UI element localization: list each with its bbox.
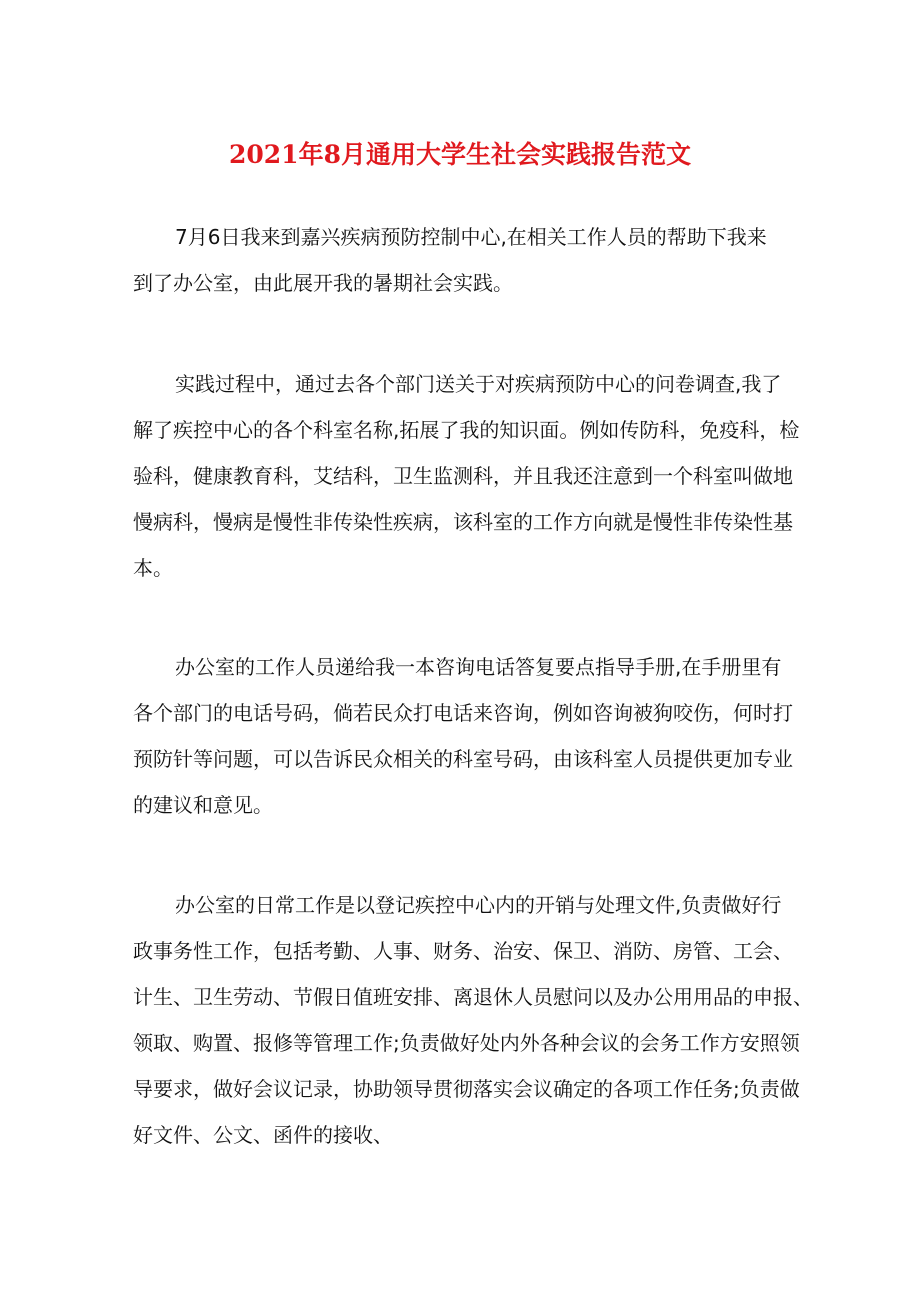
paragraph-line: 的建议和意见。: [133, 793, 273, 817]
paragraph-line: 办公室的工作人员递给我一本咨询电话答复要点指导手册,在手册里有: [175, 655, 782, 679]
paragraph-line: 实践过程中，通过去各个部门送关于对疾病预防中心的问卷调查,我了: [175, 372, 782, 396]
paragraph-line: 导要求，做好会议记录，协助领导贯彻落实会议确定的各项工作任务;负责做: [133, 1077, 800, 1101]
paragraph-4: [133, 882, 813, 1158]
paragraph-1: [133, 214, 807, 306]
paragraph-line: 慢病科，慢病是慢性非传染性疾病，该科室的工作方向就是慢性非传染性基: [133, 510, 793, 534]
paragraph-2: [133, 361, 807, 591]
paragraph-line: 各个部门的电话号码，倘若民众打电话来咨询，例如咨询被狗咬伤，何时打: [133, 701, 793, 725]
paragraph-line: 7月6日我来到嘉兴疾病预防控制中心,在相关工作人员的帮助下我来: [175, 225, 767, 249]
paragraph-line: 本。: [133, 556, 173, 580]
paragraph-line: 好文件、公文、函件的接收、: [133, 1123, 393, 1147]
paragraph-3: [133, 644, 807, 828]
document-title: 2021年8月通用大学生社会实践报告范文: [229, 139, 691, 169]
paragraph-line: 政事务性工作，包括考勤、人事、财务、治安、保卫、消防、房管、工会、: [133, 939, 793, 963]
paragraph-line: 办公室的日常工作是以登记疾控中心内的开销与处理文件,负责做好行: [175, 893, 782, 917]
paragraph-line: 预防针等问题，可以告诉民众相关的科室号码，由该科室人员提供更加专业: [133, 747, 793, 771]
paragraph-line: 解了疾控中心的各个科室名称,拓展了我的知识面。例如传防科，免疫科，检: [133, 418, 800, 442]
paragraph-line: 领取、购置、报修等管理工作;负责做好处内外各种会议的会务工作方安照领: [133, 1031, 800, 1055]
paragraph-line: 验科，健康教育科，艾结科，卫生监测科，并且我还注意到一个科室叫做地: [133, 464, 793, 488]
paragraph-line: 计生、卫生劳动、节假日值班安排、离退休人员慰问以及办公用用品的申报、: [133, 985, 813, 1009]
paragraph-line: 到了办公室，由此展开我的暑期社会实践。: [133, 271, 513, 295]
